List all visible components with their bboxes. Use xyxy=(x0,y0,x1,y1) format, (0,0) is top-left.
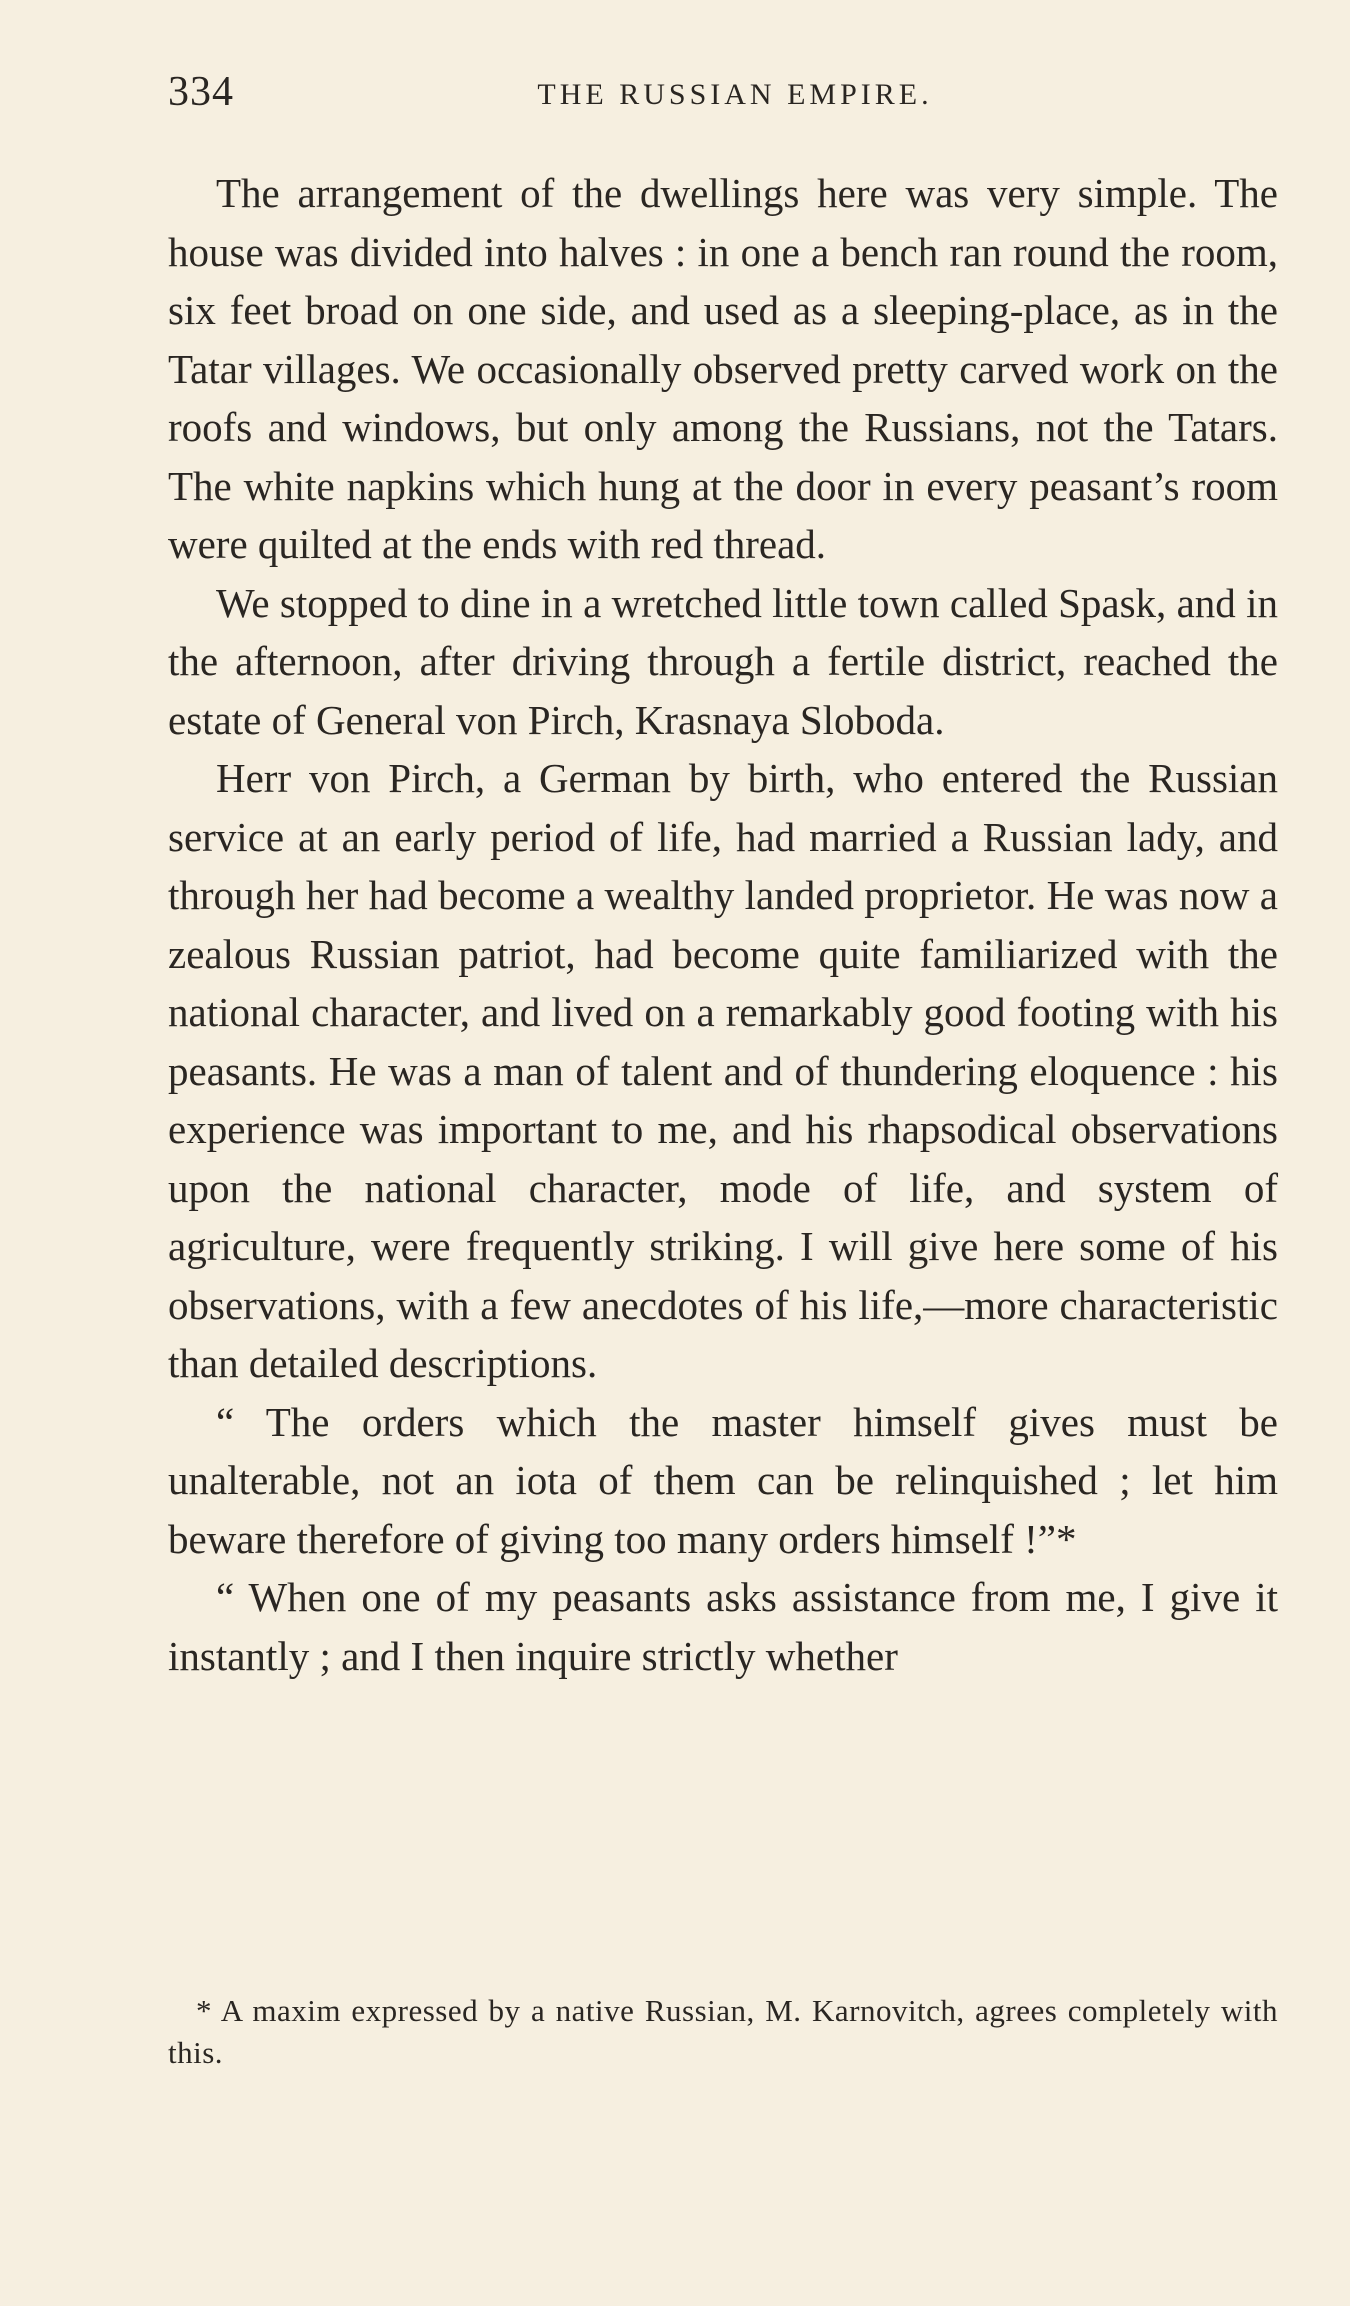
paragraph: The arrangement of the dwellings here was very simple. The house was divided into halves : in one a bench ran round the room, six feet broad on one side, and used as a sleeping-place, as in the Tatar villages. We occasionally observed pretty carved work on the roofs and windows, but only among the Russians, not the Tatars. The white napkins which hung at the door in every peasant’s room were quilted at the ends with red thread. xyxy=(168,170,1278,567)
paragraph: We stopped to dine in a wretched little town called Spask, and in the afternoon, after driving through a fertile district, reached the estate of General von Pirch, Krasnaya Sloboda. xyxy=(168,579,1278,743)
footnote: * A maxim expressed by a native Russian, M. Karnovitch, agrees completely with this. xyxy=(168,1993,1278,2070)
body-text xyxy=(168,164,1278,1685)
paragraph: Herr von Pirch, a German by birth, who entered the Russian service at an early period of life, had married a Russian lady, and through her had become a wealthy landed proprietor. He was now a zealous Russian patriot, had become quite familiarized with the national character, and lived on a remarkably good footing with his peasants. He was a man of talent and of thundering eloquence : his experience was important to me, and his rhapsodical observations upon the national character, mode of life, and system of agriculture, were frequently striking. I will give here some of his observations, with a few anecdotes of his life,—more characteristic than detailed descriptions. xyxy=(168,755,1278,1386)
running-head xyxy=(168,68,1278,118)
running-title: THE RUSSIAN EMPIRE. xyxy=(537,78,933,111)
paragraph: “ The orders which the master himself gives must be unalterable, not an iota of them can be relinquished ; let him beware therefore of giving too many orders himself !”* xyxy=(168,1398,1278,1562)
paragraph: “ When one of my peasants asks assistance from me, I give it instantly ; and I then inquire strictly whether xyxy=(168,1574,1278,1679)
page-number: 334 xyxy=(168,69,234,115)
